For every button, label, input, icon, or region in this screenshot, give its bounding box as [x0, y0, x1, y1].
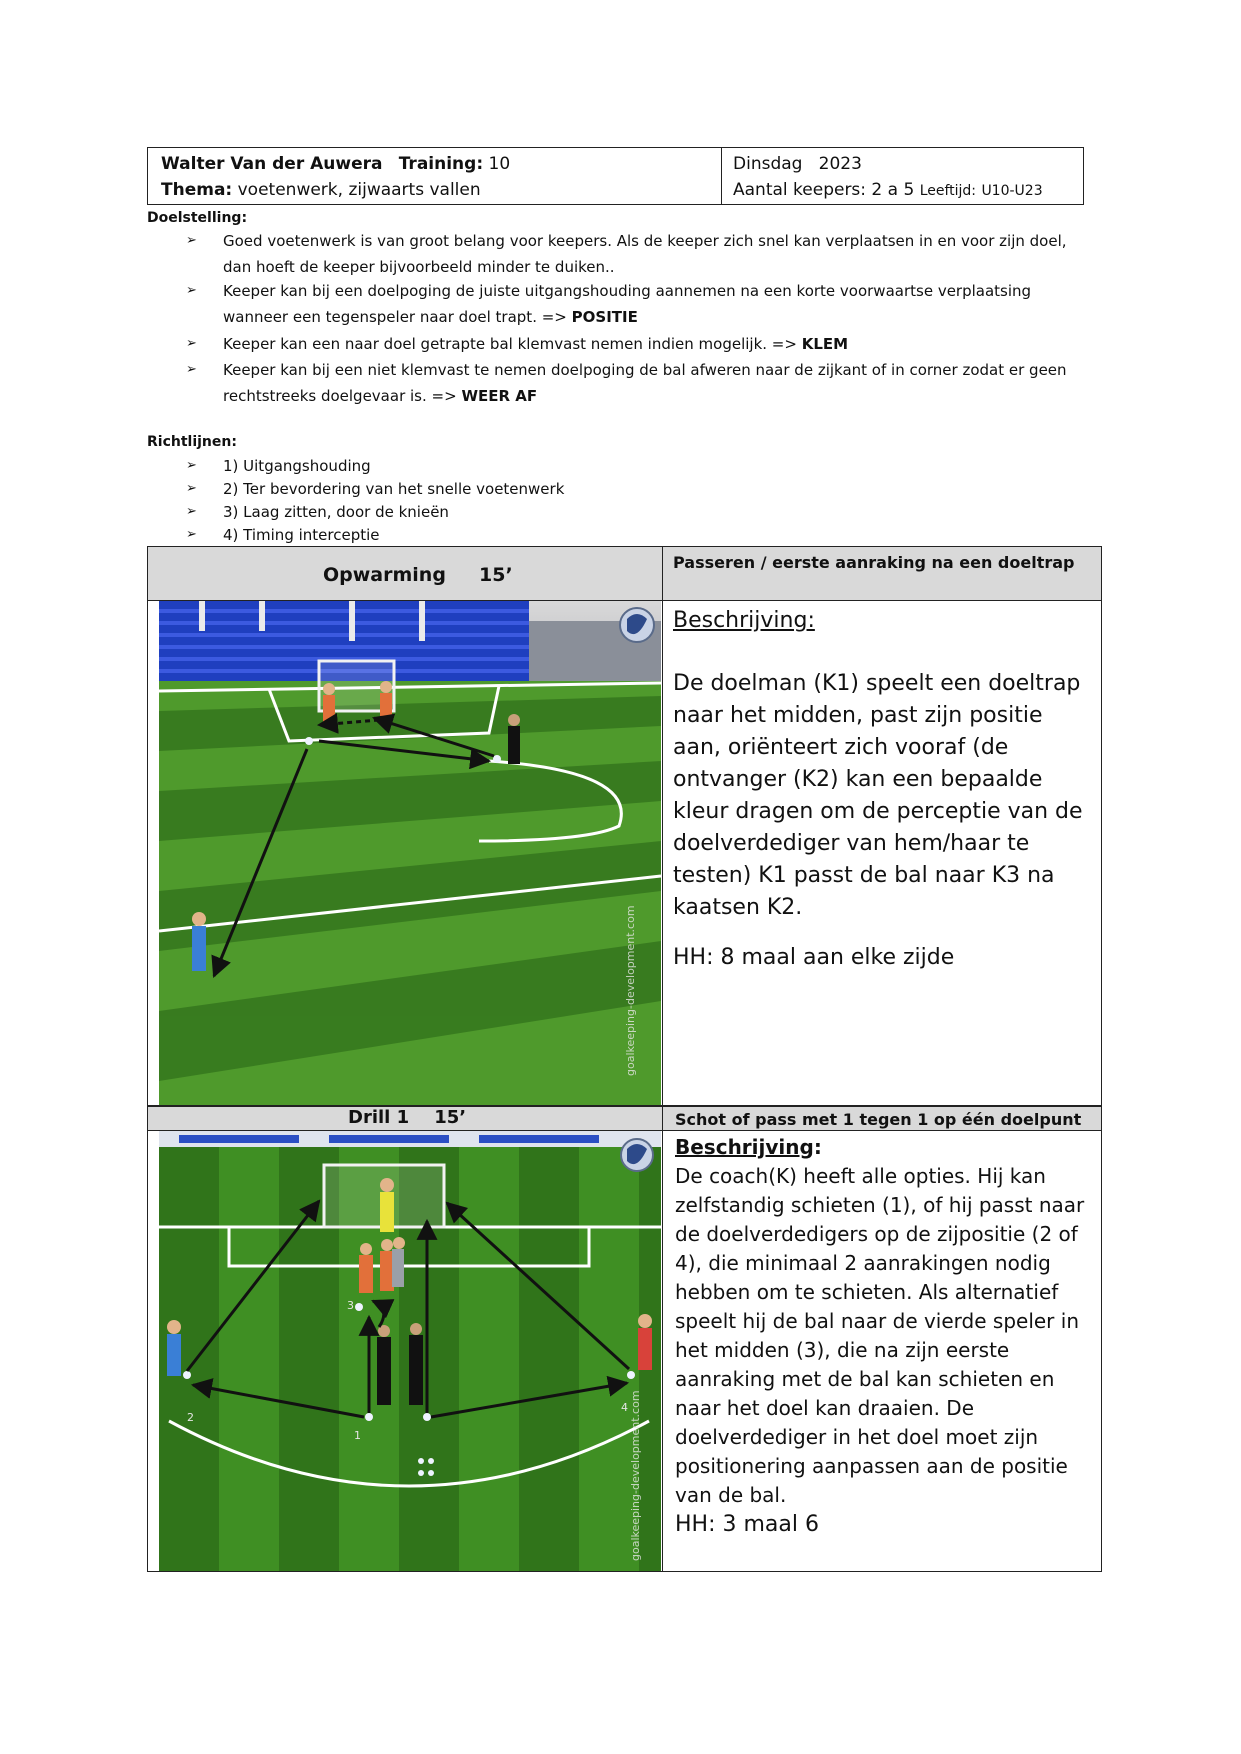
drill1-description — [675, 1133, 1095, 1539]
drill1-table — [147, 1106, 1102, 1572]
opwarming-desc-body: De doelman (K1) speelt een doeltrap naar het midden, past zijn positie aan, oriënteert zich vooraf (de ontvanger (K2) kan een bepaalde kleur dragen om de perceptie van de doelverdediger van hem/haar te testen) K1 passt de bal naar K3 na kaatsen K2. — [673, 671, 1083, 920]
guideline-1: 1) Uitgangshouding — [223, 457, 371, 475]
goal-2-tag: POSITIE — [571, 308, 638, 326]
opwarming-desc-reps: HH: 8 maal aan elke zijde — [673, 945, 955, 970]
opwarming-title — [323, 564, 513, 586]
richtlijnen-title: Richtlijnen: — [147, 434, 237, 450]
coach-black — [508, 714, 520, 764]
bullet-icon: ➢ — [186, 336, 197, 351]
guideline-2: 2) Ter bevordering van het snelle voetenwerk — [223, 480, 565, 498]
watermark-text: goalkeeping-development.com — [629, 1390, 642, 1561]
keeper-blue — [192, 912, 206, 971]
age-value: U10-U23 — [981, 183, 1043, 199]
bullet-icon: ➢ — [186, 481, 197, 496]
header-keepers-line — [733, 177, 1043, 204]
header-coach-line — [161, 151, 510, 177]
training-label: Training: — [398, 154, 484, 174]
header-divider — [721, 148, 722, 204]
drill1-subtitle: Schot of pass met 1 tegen 1 op één doelpunt — [675, 1110, 1082, 1129]
age-label: Leeftijd: — [919, 183, 977, 199]
keeper-in-goal — [380, 1178, 394, 1232]
goal-4-line-2 — [223, 386, 537, 406]
goal-3-line-1 — [223, 334, 848, 354]
drill1-desc-heading-colon: : — [813, 1135, 822, 1159]
bullet-icon: ➢ — [186, 527, 197, 542]
goal-3-tag: KLEM — [801, 335, 849, 353]
drill1-desc-body: De coach(K) heeft alle opties. Hij kan zelfstandig schieten (1), of hij passt naar de doelverdedigers op de zijpositie (2 of 4), die minimaal 2 aanrakingen nodig hebben om te schieten. Als alternatief speelt hij de bal naar de vierde speler in het midden (3), die na zijn eerste aanraking met de bal kan schieten en naar het doel kan draaien. De doelverdediger in het doel moet zijn positionering aanpassen aan de positie van de bal. — [675, 1164, 1085, 1507]
theme-label: Thema: — [161, 180, 233, 200]
bullet-icon: ➢ — [186, 362, 197, 377]
goal-3-line-1-text: Keeper kan een naar doel getrapte bal klemvast nemen indien mogelijk. => — [223, 335, 797, 353]
drill1-illustration — [159, 1131, 661, 1571]
keeper-group-center — [359, 1237, 405, 1293]
keepers-label: Aantal keepers: — [733, 180, 867, 200]
keeper-orange-2 — [380, 681, 392, 721]
opwarming-subtitle: Passeren / eerste aanraking na een doeltrap — [673, 553, 1075, 572]
guideline-4: 4) Timing interceptie — [223, 526, 380, 544]
goal-2-line-2 — [223, 307, 638, 327]
guideline-3: 3) Laag zitten, door de knieën — [223, 503, 449, 521]
goal-2-line-1: Keeper kan bij een doelpoging de juiste uitgangshouding aannemen na een korte voorwaartse verplaatsing — [223, 282, 1032, 300]
keeper-right-side — [638, 1314, 652, 1370]
ad-board-blue — [179, 1135, 599, 1143]
marker-label-3: 3 — [347, 1299, 354, 1312]
drill1-title — [348, 1107, 466, 1128]
opwarming-table — [147, 546, 1102, 1106]
drill1-column-divider — [662, 1107, 663, 1571]
goal-2-line-2-text: wanneer een tegenspeler naar doel trapt. => — [223, 308, 567, 326]
goal-1-line-2: dan hoeft de keeper bijvoorbeeld minder te duiken.. — [223, 258, 615, 276]
goal-4-line-2-text: rechtstreeks doelgevaar is. => — [223, 387, 457, 405]
keeper-left-side — [167, 1320, 181, 1376]
drill1-minutes: 15’ — [434, 1107, 467, 1128]
watermark-logo-icon — [621, 1139, 653, 1171]
keeper-orange-1 — [323, 683, 335, 725]
marker-label-4: 4 — [621, 1401, 628, 1414]
header-date-line — [733, 151, 862, 177]
bullet-icon: ➢ — [186, 283, 197, 298]
training-number: 10 — [488, 154, 511, 174]
drill1-desc-reps: HH: 3 maal 6 — [675, 1512, 819, 1537]
drill1-desc-heading-text: Beschrijving — [675, 1135, 814, 1159]
header-theme-line — [161, 177, 481, 203]
theme-value: voetenwerk, zijwaarts vallen — [237, 180, 481, 200]
doelstelling-title: Doelstelling: — [147, 210, 248, 226]
goal-1-line-1: Goed voetenwerk is van groot belang voor keepers. Als de keeper zich snel kan verplaatsen in en voor zijn doel, — [223, 232, 1067, 250]
opwarming-description — [673, 605, 1093, 974]
keepers-value: 2 a 5 — [871, 180, 915, 200]
year: 2023 — [818, 154, 862, 174]
opwarming-column-divider — [662, 547, 663, 1105]
opwarming-desc-heading: Beschrijving: — [673, 608, 815, 633]
drill1-desc-heading — [675, 1133, 1095, 1162]
goal-4-tag: WEER AF — [461, 387, 538, 405]
marker-label-1: 1 — [354, 1429, 361, 1442]
bullet-icon: ➢ — [186, 458, 197, 473]
drill1-title-text: Drill 1 — [348, 1107, 410, 1128]
coach-name: Walter Van der Auwera — [161, 154, 383, 174]
opwarming-minutes: 15’ — [479, 564, 513, 586]
opwarming-illustration — [159, 601, 661, 1105]
marker-label-2: 2 — [187, 1411, 194, 1424]
bullet-icon: ➢ — [186, 233, 197, 248]
watermark-text: goalkeeping-development.com — [624, 905, 637, 1076]
opwarming-title-text: Opwarming — [323, 564, 446, 586]
header-table — [147, 147, 1084, 205]
bullet-icon: ➢ — [186, 504, 197, 519]
goal-4-line-1: Keeper kan bij een niet klemvast te nemen doelpoging de bal afweren naar de zijkant of in corner zodat er geen — [223, 361, 1067, 379]
day: Dinsdag — [733, 154, 803, 174]
watermark-logo-icon — [620, 608, 654, 642]
